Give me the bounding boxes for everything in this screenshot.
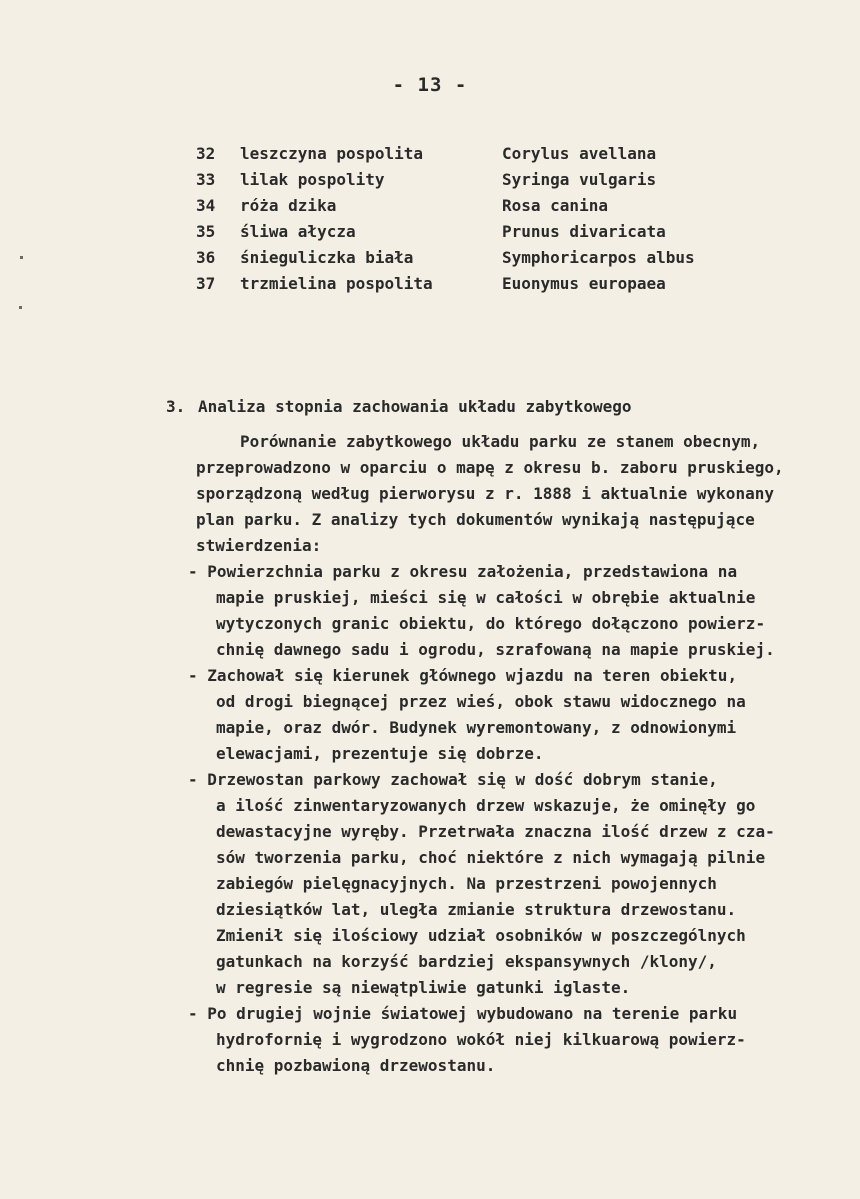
species-number: 33 — [196, 170, 216, 189]
species-number: 37 — [196, 274, 216, 293]
section-body — [188, 429, 846, 1079]
bullet-item — [188, 559, 846, 663]
species-number: 34 — [196, 196, 216, 215]
species-polish-name: śnieguliczka biała — [240, 248, 414, 267]
paragraph-line: plan parku. Z analizy tych dokumentów wynikają następujące — [196, 510, 755, 529]
species-polish-name: trzmielina pospolita — [240, 274, 433, 293]
paragraph-line: stwierdzenia: — [196, 536, 322, 555]
bullet-line: - Drzewostan parkowy zachował się w dość dobrym stanie, — [188, 770, 718, 789]
bullet-line: chnię pozbawioną drzewostanu. — [216, 1056, 496, 1075]
bullet-line: gatunkach na korzyść bardziej ekspansywnych /klony/, — [216, 952, 717, 971]
bullet-line: w regresie są niewątpliwie gatunki iglaste. — [216, 978, 631, 997]
species-latin-name: Syringa vulgaris — [502, 170, 657, 189]
species-latin-name: Symphoricarpos albus — [502, 248, 695, 267]
margin-speck — [19, 306, 22, 309]
bullet-line: wytyczonych granic obiektu, do którego dołączono powierz- — [216, 614, 766, 633]
bullet-line: chnię dawnego sadu i ogrodu, szrafowaną na mapie pruskiej. — [216, 640, 775, 659]
bullet-line: - Po drugiej wojnie światowej wybudowano na terenie parku — [188, 1004, 738, 1023]
bullet-line: mapie pruskiej, mieści się w całości w obrębie aktualnie — [216, 588, 756, 607]
section-number: 3. — [166, 397, 186, 416]
paragraph-line: Porównanie zabytkowego układu parku ze stanem obecnym, — [240, 432, 761, 451]
bullet-item — [188, 1001, 846, 1079]
species-latin-name: Rosa canina — [502, 196, 608, 215]
species-latin-name: Corylus avellana — [502, 144, 657, 163]
bullet-line: - Powierzchnia parku z okresu założenia, przedstawiona na — [188, 562, 738, 581]
species-polish-name: lilak pospolity — [240, 170, 385, 189]
species-number: 35 — [196, 222, 216, 241]
margin-speck — [20, 256, 23, 259]
bullet-line: zabiegów pielęgnacyjnych. Na przestrzeni powojennych — [216, 874, 717, 893]
bullet-item — [188, 663, 846, 767]
species-number: 36 — [196, 248, 216, 267]
species-latin-name: Euonymus europaea — [502, 274, 666, 293]
species-polish-name: róża dzika — [240, 196, 337, 215]
bullet-line: dewastacyjne wyręby. Przetrwała znaczna ilość drzew z cza- — [216, 822, 775, 841]
bullet-line: dziesiątków lat, uległa zmianie struktura drzewostanu. — [216, 900, 737, 919]
bullet-line: - Zachował się kierunek głównego wjazdu na teren obiektu, — [188, 666, 738, 685]
bullet-line: a ilość zinwentaryzowanych drzew wskazuje, że ominęły go — [216, 796, 756, 815]
bullet-line: hydrofornię i wygrodzono wokół niej kilkuarową powierz- — [216, 1030, 746, 1049]
species-number: 32 — [196, 144, 216, 163]
bullet-line: elewacjami, prezentuje się dobrze. — [216, 744, 544, 763]
paragraph-line: sporządzoną według pierworysu z r. 1888 i aktualnie wykonany — [196, 484, 774, 503]
species-polish-name: śliwa ałycza — [240, 222, 356, 241]
section-heading — [166, 397, 631, 416]
species-polish-name: leszczyna pospolita — [240, 144, 424, 163]
bullet-line: mapie, oraz dwór. Budynek wyremontowany, z odnowionymi — [216, 718, 737, 737]
page-number: - 13 - — [392, 74, 468, 96]
bullet-item — [188, 767, 846, 1001]
bullet-line: sów tworzenia parku, choć niektóre z nich wymagają pilnie — [216, 848, 766, 867]
paragraph-line: przeprowadzono w oparciu o mapę z okresu b. zaboru pruskiego, — [196, 458, 784, 477]
bullet-line: od drogi biegnącej przez wieś, obok stawu widocznego na — [216, 692, 746, 711]
section-title: Analiza stopnia zachowania układu zabytkowego — [198, 397, 632, 416]
species-latin-name: Prunus divaricata — [502, 222, 666, 241]
bullet-line: Zmienił się ilościowy udział osobników w poszczególnych — [216, 926, 746, 945]
